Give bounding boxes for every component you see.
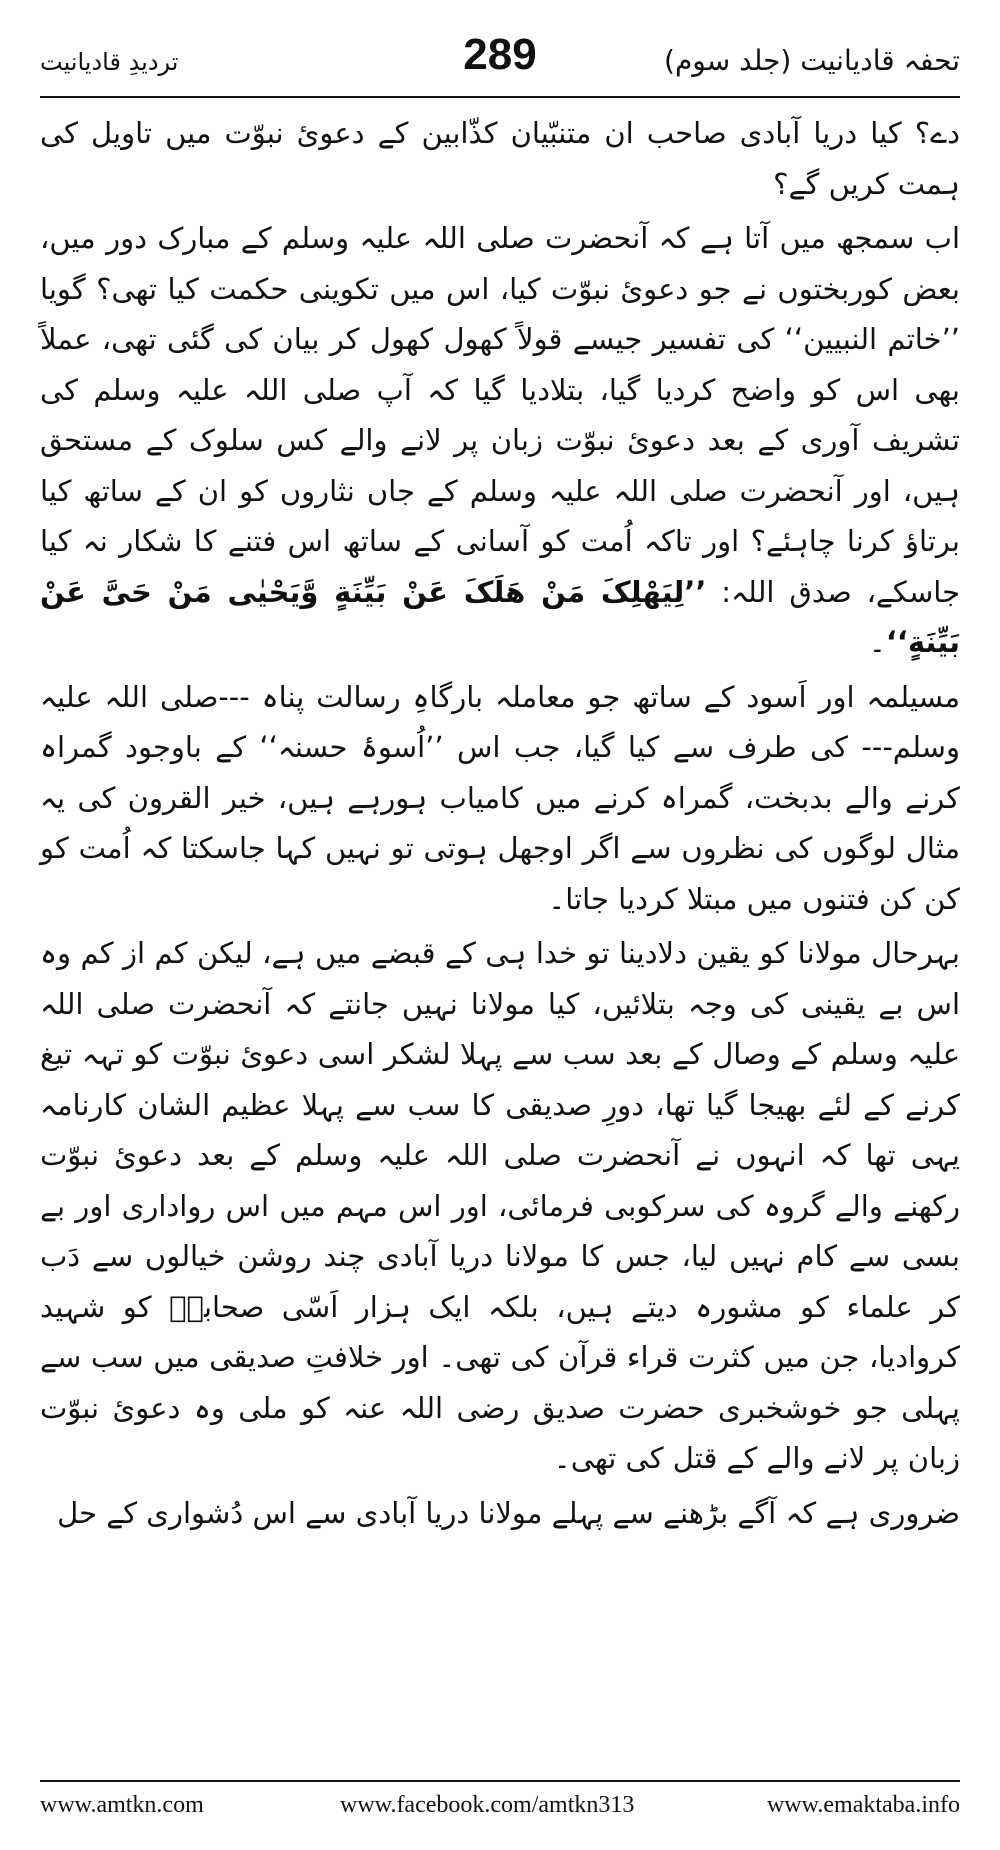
running-head-section: تردیدِ قادیانیت bbox=[40, 48, 179, 76]
paragraph-2-end: ۔ bbox=[868, 625, 886, 659]
footer-link-facebook[interactable]: www.facebook.com/amtkn313 bbox=[340, 1792, 635, 1818]
running-head-book-title: تحفہ قادیانیت (جلد سوم) bbox=[664, 44, 960, 77]
quranic-quote: ’’لِیَھْلِکَ مَنْ ھَلَکَ عَنْ بَیِّنَةٍ وَّیَحْیٰی مَنْ حَیَّ عَنْ بَیِّنَةٍ‘‘ bbox=[40, 574, 960, 659]
page-header bbox=[40, 30, 960, 90]
header-rule bbox=[40, 96, 960, 98]
footer-rule bbox=[40, 1780, 960, 1782]
paragraph-5: ضروری ہے کہ آگے بڑھنے سے پہلے مولانا دریا آبادی سے اس دُشواری کے حل bbox=[57, 1495, 960, 1530]
paragraph-4: بہرحال مولانا کو یقین دلادینا تو خدا ہی کے قبضے میں ہے، لیکن کم از کم وہ اس بے یقینی کی وجہ بتلائیں، کیا مولانا نہیں جانتے کہ آنحضرت صلی اللہ علیہ وسلم کے وصال کے بعد سب سے پہلا لشکر اسی دعویٔ نبوّت کو تہہ تیغ کرنے کے لئے بھیجا گیا تھا، دورِ صدیقی کا سب سے پہلا عظیم الشان کارنامہ یہی تھا کہ انہوں نے آنحضرت صلی اللہ علیہ وسلم کے بعد دعویٔ نبوّت رکھنے والے گروہ کی سرکوبی فرمائی، اور اس مہم میں اس رواداری اور بے بسی سے کام نہیں لیا، جس کا مولانا دریا آبادی چند روشن خیالوں سے دَب کر علماء کو مشورہ دیتے ہیں، بلکہ ایک ہزار اَسّی صحابہؓ کو شہید کروادیا، جن میں کثرت قراء قرآن کی تھی۔ اور خلافتِ صدیقی میں سب سے پہلی جو خوشخبری حضرت صدیق رضی اللہ عنہ کو ملی وہ دعویٔ نبوّت زبان پر لانے والے کے قتل کی تھی۔ bbox=[40, 936, 960, 1475]
paragraph-2-text: اب سمجھ میں آتا ہے کہ آنحضرت صلی اللہ علیہ وسلم کے مبارک دور میں، بعض کوربختوں نے جو دعویٔ نبوّت کیا، اس میں تکوینی حکمت کیا تھی؟ گویا ’’خاتم النبیین‘‘ کی تفسیر جیسے قولاً کھول کھول کر بیان کی گئی تھی، عملاً بھی اس کو واضح کردیا گیا، بتلادیا گیا کہ آپ صلی اللہ علیہ وسلم کی تشریف آوری کے بعد دعویٔ نبوّت زبان پر لانے والے کس سلوک کے مستحق ہیں، اور آنحضرت صلی اللہ علیہ وسلم کے جاں نثاروں کو ان کے ساتھ کیا برتاؤ کرنا چاہئے؟ اور تاکہ اُمت کو آسانی کے ساتھ اس فتنے کا شکار نہ کیا جاسکے، صدق اللہ: bbox=[40, 221, 961, 609]
page-number: 289 bbox=[463, 30, 537, 79]
footer-link-amtkn[interactable]: www.amtkn.com bbox=[40, 1792, 204, 1818]
paragraph-3: مسیلمہ اور اَسود کے ساتھ جو معاملہ بارگاہِ رسالت پناہ ---صلی اللہ علیہ وسلم--- کی طرف سے کیا گیا، جب اس ’’اُسوۂ حسنہ‘‘ کے باوجود گمراہ کرنے والے بدبخت، گمراہ کرنے میں کامیاب ہورہے ہیں، خیر القرون کی یہ مثال لوگوں کی نظروں سے اگر اوجھل ہوتی تو نہیں کہا جاسکتا کہ اُمت کو کن کن فتنوں میں مبتلا کردیا جاتا۔ bbox=[40, 679, 960, 916]
paragraph-2 bbox=[40, 213, 960, 668]
paragraph-1: دے؟ کیا دریا آبادی صاحب ان متنبّیان کذّابین کے دعویٔ نبوّت میں تاویل کی ہمت کریں گے؟ bbox=[40, 116, 960, 201]
footer-link-emaktaba[interactable]: www.emaktaba.info bbox=[766, 1792, 960, 1818]
main-text bbox=[40, 108, 960, 1542]
page-footer bbox=[40, 1788, 960, 1828]
